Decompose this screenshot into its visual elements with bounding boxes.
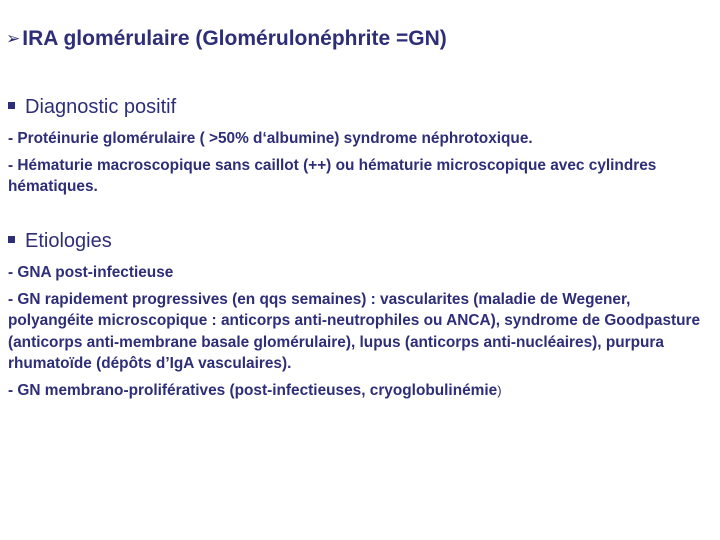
square-bullet-icon bbox=[8, 236, 15, 243]
section-heading-text: Etiologies bbox=[25, 230, 112, 252]
slide-title bbox=[6, 27, 447, 51]
section-heading-diagnostic bbox=[8, 96, 176, 119]
body-line bbox=[8, 380, 716, 402]
section-body-etiologies bbox=[8, 262, 716, 401]
body-line-text: - GN membrano-prolifératives (post-infectieuses, cryoglobulinémie bbox=[8, 381, 498, 399]
section-heading-etiologies bbox=[8, 230, 112, 253]
closing-paren: ) bbox=[497, 382, 502, 398]
body-line: - Protéinurie glomérulaire ( >50% d‘albumine) syndrome néphrotoxique. bbox=[8, 130, 533, 147]
body-line: - Hématurie macroscopique sans caillot (++) ou hématurie microscopique avec cylindres hématiques. bbox=[8, 156, 657, 195]
section-body-diagnostic bbox=[8, 128, 716, 198]
body-line: - GN rapidement progressives (en qqs semaines) : vascularites (maladie de Wegener, polyangéite microscopique : anticorps anti-neutrophiles ou ANCA), syndrome de Goodpasture (anticorps anti-membrane basale glomérulaire), lupus (anticorps anti-nucléaires), purpura rhumatoïde (dépôts d’IgA vasculaires). bbox=[8, 290, 701, 372]
section-heading-text: Diagnostic positif bbox=[25, 96, 177, 118]
square-bullet-icon bbox=[8, 102, 15, 109]
arrowhead-bullet-icon: ➢ bbox=[6, 29, 21, 49]
body-line: - GNA post-infectieuse bbox=[8, 264, 174, 281]
slide-title-text: IRA glomérulaire (Glomérulonéphrite =GN) bbox=[22, 27, 447, 50]
